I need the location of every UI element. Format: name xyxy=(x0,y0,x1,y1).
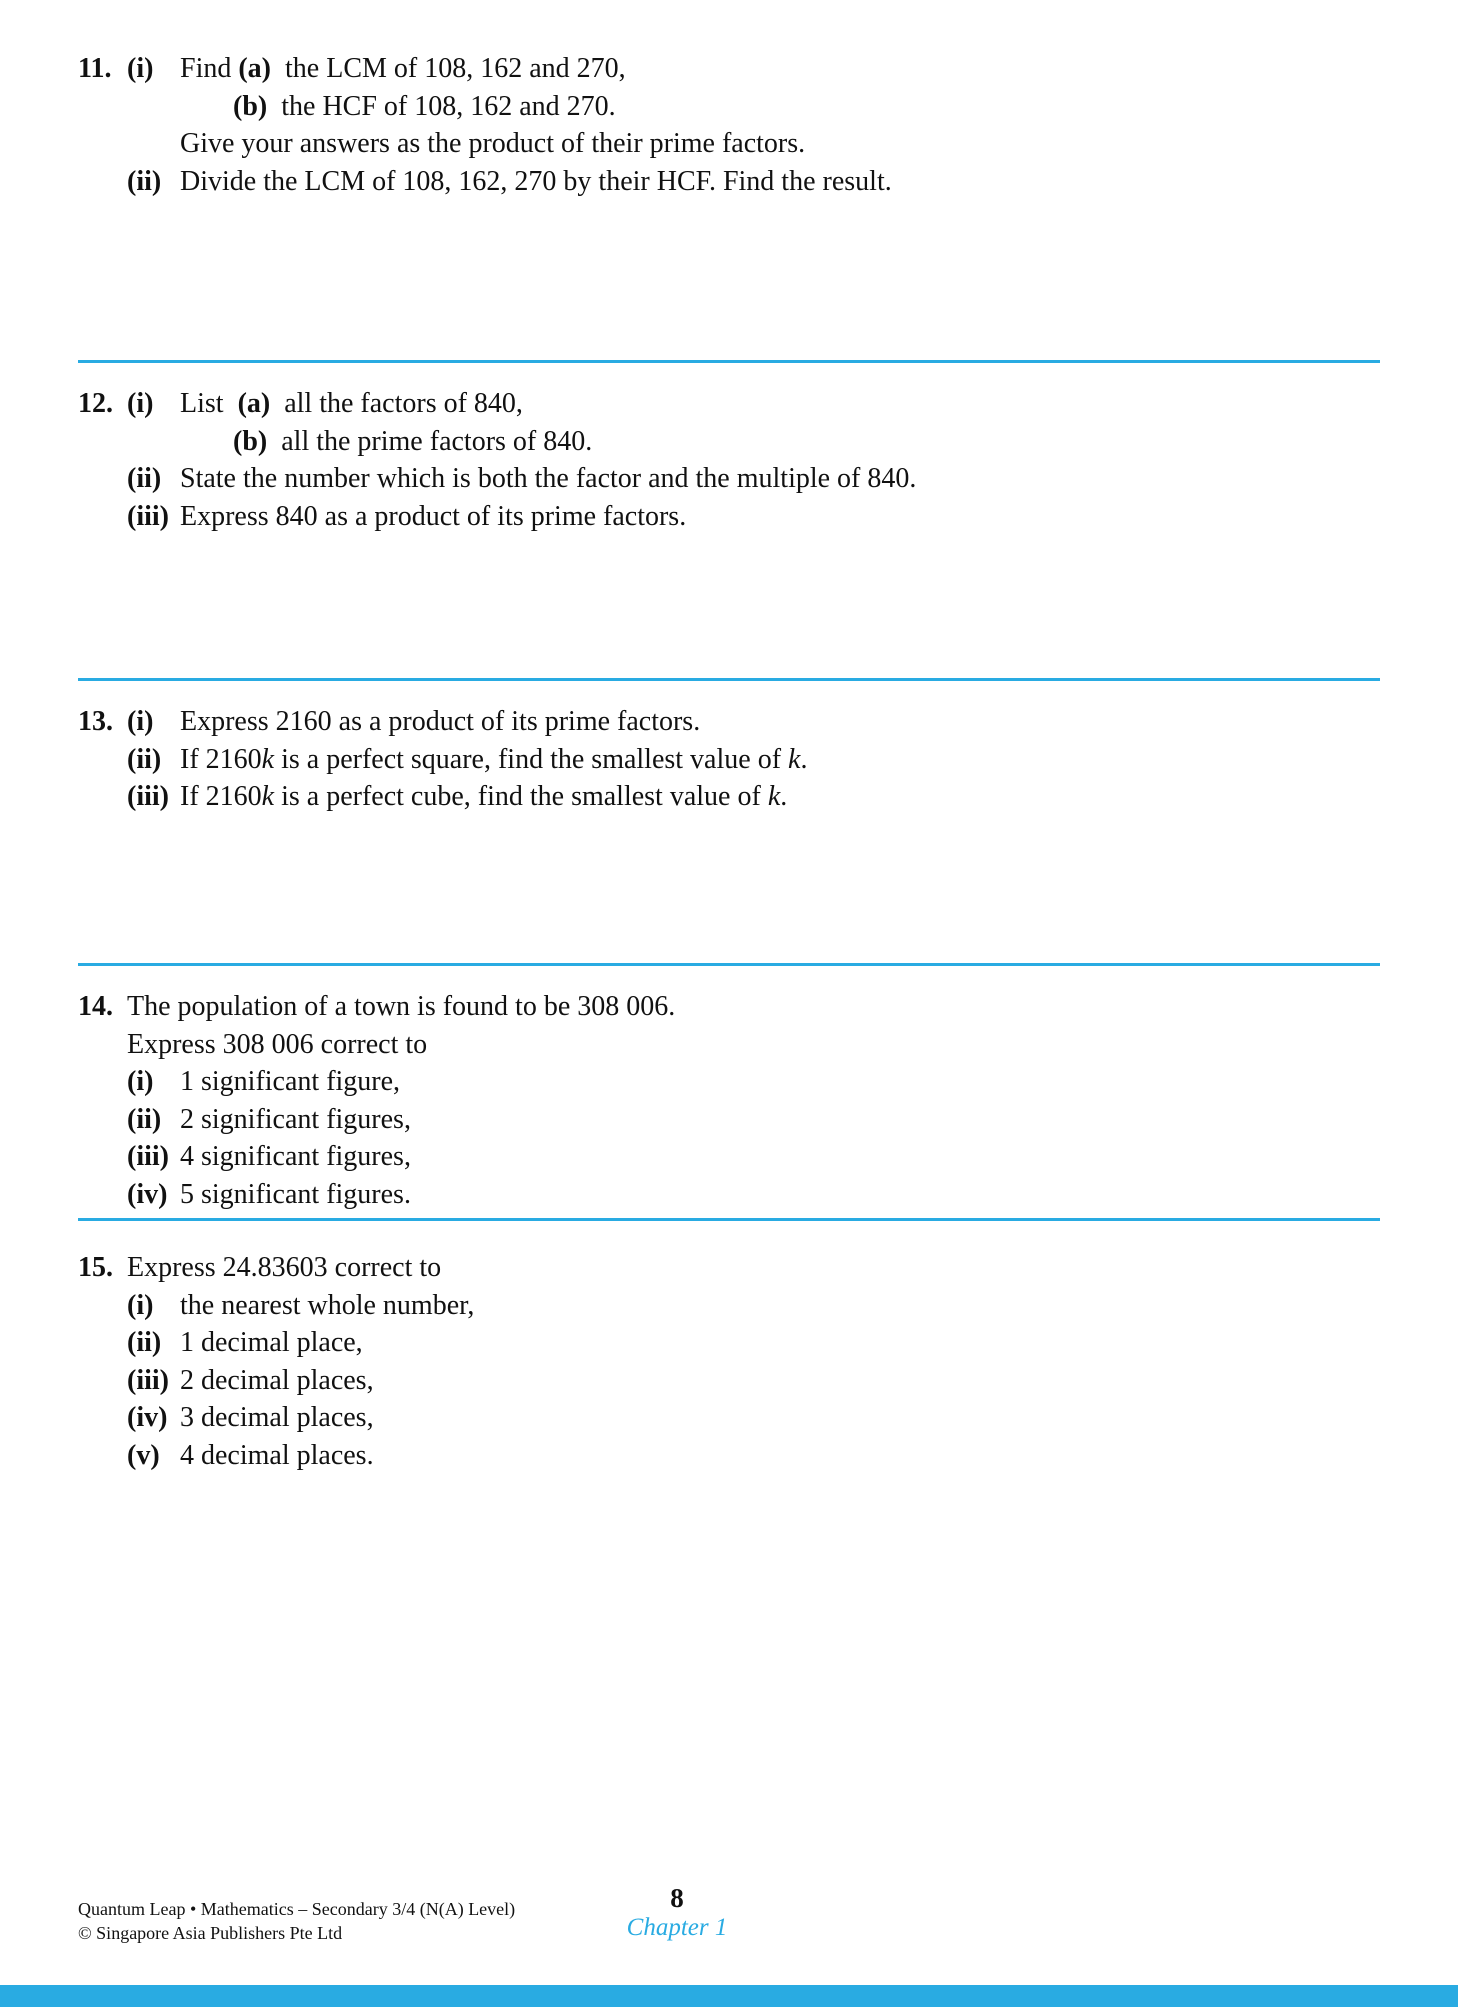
question-14 xyxy=(78,966,1380,1218)
question-text xyxy=(180,163,1380,201)
text-segment: List xyxy=(180,388,238,419)
part-label: (iii) xyxy=(127,500,169,532)
part-label: (i) xyxy=(127,1289,154,1321)
question-row xyxy=(78,1026,1380,1064)
part-label: (i) xyxy=(127,388,154,419)
text-segment: Express 24.83603 correct to xyxy=(127,1252,442,1283)
part-label: (i) xyxy=(127,1066,154,1097)
question-row xyxy=(78,1437,1380,1475)
question-text xyxy=(180,1399,1380,1437)
question-text xyxy=(180,498,1380,536)
text-segment: 2 significant figures, xyxy=(180,1103,411,1135)
text-segment: If 2160 xyxy=(180,743,262,775)
part-label: (ii) xyxy=(127,165,162,197)
text-segment: 3 decimal places, xyxy=(180,1402,374,1433)
text-segment: k xyxy=(261,743,275,775)
footer-page-info xyxy=(597,1883,757,1943)
question-text xyxy=(180,741,1380,779)
part-label: (ii) xyxy=(127,463,162,494)
question-12 xyxy=(78,363,1380,678)
question-row xyxy=(78,778,1380,816)
question-row xyxy=(78,703,1380,741)
question-row xyxy=(78,423,1380,461)
question-11 xyxy=(78,50,1380,360)
text-segment: 1 significant figure, xyxy=(180,1066,401,1097)
text-segment: all the factors of 840, xyxy=(270,388,523,419)
question-row xyxy=(78,1324,1380,1362)
page-footer xyxy=(78,1883,1380,1945)
question-row xyxy=(78,385,1380,423)
part-label: (iv) xyxy=(127,1402,168,1433)
question-row xyxy=(78,1362,1380,1400)
question-text xyxy=(127,1249,1380,1287)
question-text xyxy=(180,1437,1380,1475)
question-row xyxy=(78,125,1380,163)
text-segment: k xyxy=(767,781,781,812)
question-row xyxy=(78,1399,1380,1437)
part-label: (iii) xyxy=(127,781,169,812)
part-label: (i) xyxy=(127,706,154,737)
text-segment: . xyxy=(780,781,788,812)
text-segment: Express 2160 as a product of its prime factors. xyxy=(180,706,701,737)
text-segment: is a perfect square, find the smallest value of xyxy=(274,743,789,775)
question-text xyxy=(180,1324,1380,1362)
question-text xyxy=(180,778,1380,816)
question-row xyxy=(78,1176,1380,1214)
text-segment: is a perfect cube, find the smallest value of xyxy=(274,781,768,812)
footer-series-title: Quantum Leap • Mathematics – Secondary 3/4 (N(A) Level) xyxy=(78,1899,516,1919)
question-number: 13. xyxy=(78,706,113,737)
question-text xyxy=(180,1287,1380,1325)
text-segment: Express 308 006 correct to xyxy=(127,1028,428,1060)
question-text xyxy=(180,1176,1380,1214)
question-text xyxy=(180,423,1380,461)
text-segment: 4 significant figures, xyxy=(180,1141,411,1172)
text-segment: If 2160 xyxy=(180,781,262,812)
question-row xyxy=(78,988,1380,1026)
question-row xyxy=(78,163,1380,201)
subpart-label: (b) xyxy=(233,90,268,122)
question-text xyxy=(180,88,1380,126)
question-row xyxy=(78,1249,1380,1287)
subpart-label: (b) xyxy=(233,425,268,457)
question-text xyxy=(180,1138,1380,1176)
text-segment: 5 significant figures. xyxy=(180,1178,411,1210)
text-segment: the HCF of 108, 162 and 270. xyxy=(267,90,616,122)
chapter-label: Chapter 1 xyxy=(626,1914,728,1941)
text-segment: . xyxy=(800,743,808,775)
text-segment: Find xyxy=(180,53,239,84)
footer-copyright: © Singapore Asia Publishers Pte Ltd xyxy=(78,1923,343,1943)
question-row xyxy=(78,1101,1380,1139)
part-label: (iv) xyxy=(127,1178,168,1210)
question-text xyxy=(180,125,1380,163)
text-segment: Divide the LCM of 108, 162, 270 by their HCF. Find the result. xyxy=(180,165,892,197)
question-text xyxy=(180,460,1380,498)
part-label: (ii) xyxy=(127,743,162,775)
text-segment: Express 840 as a product of its prime factors. xyxy=(180,500,687,532)
text-segment: 4 decimal places. xyxy=(180,1439,374,1471)
page-number: 8 xyxy=(670,1883,684,1913)
subpart-label: (a) xyxy=(237,388,271,419)
question-text xyxy=(180,1063,1380,1101)
question-number: 12. xyxy=(78,388,113,419)
question-number: 14. xyxy=(78,991,113,1022)
question-text xyxy=(180,50,1380,88)
question-row xyxy=(78,50,1380,88)
bottom-accent-bar xyxy=(0,1985,1458,2007)
question-row xyxy=(78,88,1380,126)
question-text xyxy=(127,988,1380,1026)
part-label: (i) xyxy=(127,53,154,84)
part-label: (iii) xyxy=(127,1364,169,1396)
question-row xyxy=(78,1138,1380,1176)
question-13 xyxy=(78,681,1380,963)
part-label: (ii) xyxy=(127,1327,162,1358)
text-segment: The population of a town is found to be 308 006. xyxy=(127,991,676,1022)
question-row xyxy=(78,1287,1380,1325)
question-number: 11. xyxy=(78,53,112,84)
text-segment: 1 decimal place, xyxy=(180,1327,363,1358)
subpart-label: (a) xyxy=(238,53,272,84)
question-number: 15. xyxy=(78,1252,113,1283)
text-segment: the nearest whole number, xyxy=(180,1289,475,1321)
text-segment: all the prime factors of 840. xyxy=(267,425,593,457)
question-row xyxy=(78,1063,1380,1101)
question-text xyxy=(180,1362,1380,1400)
part-label: (ii) xyxy=(127,1103,162,1135)
question-text xyxy=(127,1026,1380,1064)
text-segment: k xyxy=(788,743,801,775)
text-segment: 2 decimal places, xyxy=(180,1364,374,1396)
question-15 xyxy=(78,1221,1380,1474)
text-segment: k xyxy=(261,781,275,812)
question-text xyxy=(180,385,1380,423)
text-segment: State the number which is both the factor and the multiple of 840. xyxy=(180,463,917,494)
part-label: (v) xyxy=(127,1439,160,1471)
question-row xyxy=(78,741,1380,779)
question-text xyxy=(180,703,1380,741)
part-label: (iii) xyxy=(127,1141,169,1172)
question-row xyxy=(78,498,1380,536)
question-text xyxy=(180,1101,1380,1139)
question-row xyxy=(78,460,1380,498)
text-segment: Give your answers as the product of their prime factors. xyxy=(180,128,806,159)
text-segment: the LCM of 108, 162 and 270, xyxy=(271,53,626,84)
